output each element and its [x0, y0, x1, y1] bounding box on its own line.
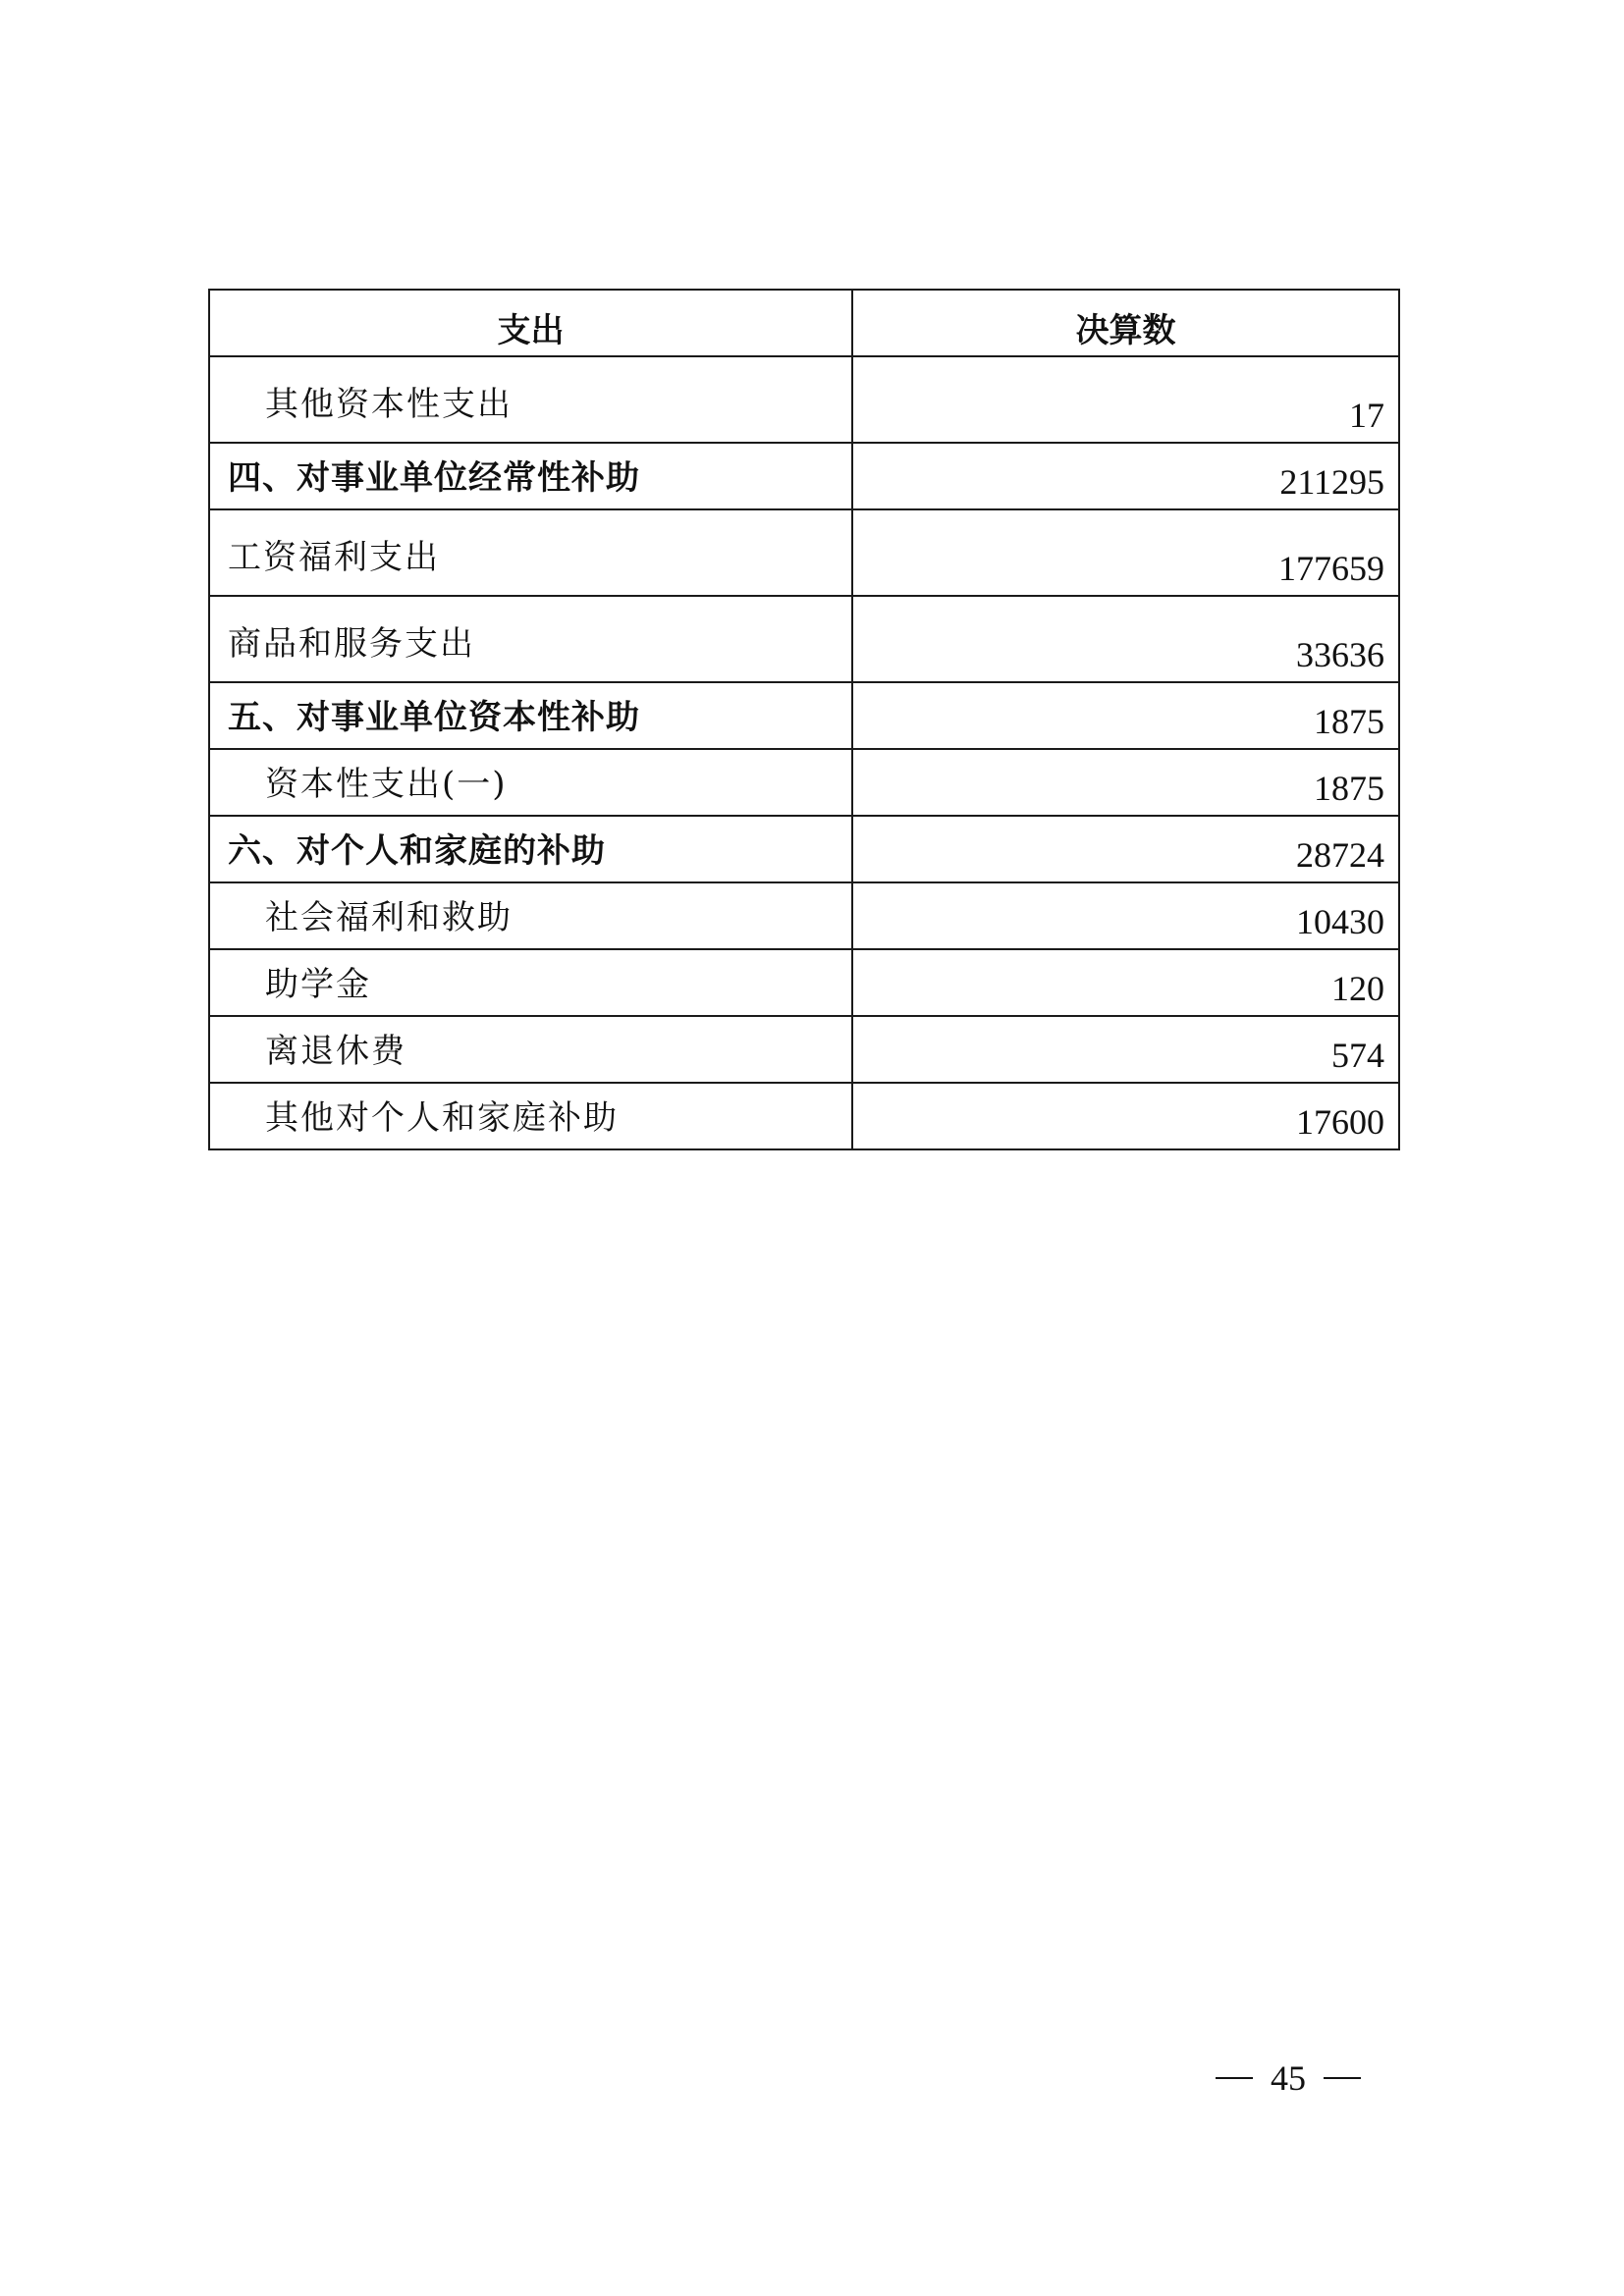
page-number-text: 45 [1271, 2058, 1306, 2098]
row-label: 四、对事业单位经常性补助 [209, 443, 852, 509]
row-value: 33636 [852, 596, 1399, 682]
row-label: 其他对个人和家庭补助 [209, 1083, 852, 1149]
row-label: 商品和服务支出 [209, 596, 852, 682]
table-row [209, 443, 1399, 509]
row-label: 五、对事业单位资本性补助 [209, 682, 852, 749]
table-row [209, 882, 1399, 949]
table-row [209, 596, 1399, 682]
table-row [209, 1016, 1399, 1083]
expenditure-table [208, 289, 1400, 1150]
row-label: 资本性支出(一) [209, 749, 852, 816]
page-number-left-dash [1216, 2077, 1253, 2079]
table-header-row [209, 290, 1399, 356]
table-row [209, 509, 1399, 596]
row-value: 211295 [852, 443, 1399, 509]
row-label: 离退休费 [209, 1016, 852, 1083]
table-row [209, 949, 1399, 1016]
row-value: 177659 [852, 509, 1399, 596]
table-row [209, 816, 1399, 882]
row-label: 社会福利和救助 [209, 882, 852, 949]
row-value: 17600 [852, 1083, 1399, 1149]
row-value: 28724 [852, 816, 1399, 882]
row-label: 工资福利支出 [209, 509, 852, 596]
table-row [209, 749, 1399, 816]
row-value: 17 [852, 356, 1399, 443]
row-label: 助学金 [209, 949, 852, 1016]
table-row [209, 682, 1399, 749]
row-label: 六、对个人和家庭的补助 [209, 816, 852, 882]
header-expenditure: 支出 [209, 290, 852, 356]
row-label: 其他资本性支出 [209, 356, 852, 443]
row-value: 120 [852, 949, 1399, 1016]
row-value: 1875 [852, 682, 1399, 749]
row-value: 574 [852, 1016, 1399, 1083]
table-row [209, 1083, 1399, 1149]
row-value: 1875 [852, 749, 1399, 816]
page-number-right-dash [1324, 2077, 1361, 2079]
header-final-amount: 决算数 [852, 290, 1399, 356]
page-number [1216, 2057, 1361, 2099]
table-row [209, 356, 1399, 443]
row-value: 10430 [852, 882, 1399, 949]
table-body [209, 356, 1399, 1149]
